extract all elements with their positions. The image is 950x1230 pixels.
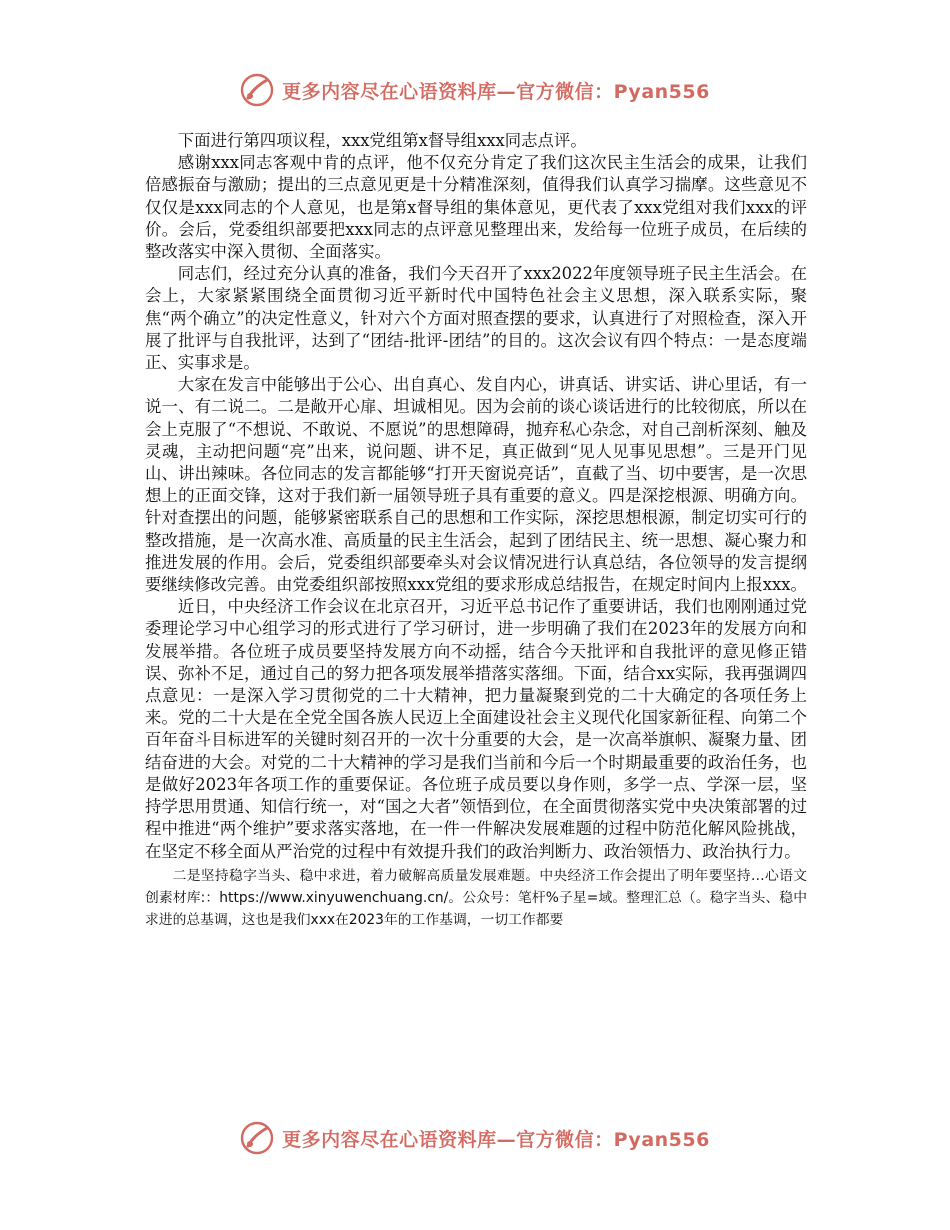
paragraph-5: 近日，中央经济工作会议在北京召开，习近平总书记作了重要讲话，我们也刚刚通过党委理论学习中心组学习的形式进行了学习研讨，进一步明确了我们在2023年的发展方向和发展举措。各位班子成员要坚持发展方向不动摇，结合今天批评和自我批评的意见修正错误、弥补不足，通过自己的努力把各项发展举措落实落细。下面，结合xx实际，我再强调四点意见：一是深入学习贯彻党的二十大精神，把力量凝聚到党的二十大确定的各项任务上来。党的二十大是在全党全国各族人民迈上全面建设社会主义现代化国家新征程、向第二个百年奋斗目标进军的关键时刻召开的一次十分重要的大会，是一次高举旗帜、凝聚力量、团结奋进的大会。对党的二十大精神的学习是我们当前和今后一个时期最重要的政治任务，也是做好2023年各项工作的重要保证。各位班子成员要以身作则，多学一点、学深一层，坚持学思用贯通、知信行统一，对“国之大者”领悟到位，在全面贯彻落实党中央决策部署的过程中推进“两个维护”要求落实落地，在一件一件解决发展难题的过程中防范化解风险挑战，在坚定不移全面从严治党的过程中有效提升我们的政治判断力、政治领悟力、政治执行力。 xyxy=(145,597,807,861)
watermark-banner-top xyxy=(0,70,950,110)
brush-logo-icon xyxy=(240,73,274,107)
paragraph-6: 二是坚持稳字当头、稳中求进，着力破解高质量发展难题。中央经济工作会提出了明年要坚持…心语文创素材库:：https://www.xinyuwenchuang.cn/。公众号：笔杆%子星=域。整理汇总（。稳字当头、稳中求进的总基调，这也是我们xxx在2023年的工作基调，一切工作都要 xyxy=(145,867,807,928)
document-body xyxy=(145,130,807,931)
watermark-text-bottom: 更多内容尽在心语资料库—官方微信：Pyan556 xyxy=(282,1128,710,1151)
paragraph-2: 感谢xxx同志客观中肯的点评，他不仅充分肯定了我们这次民主生活会的成果，让我们倍感振奋与激励；提出的三点意见更是十分精准深刻，值得我们认真学习揣摩。这些意见不仅仅是xxx同志的个人意见，也是第x督导组的集体意见，更代表了xxx党组对我们xxx的评价。会后，党委组织部要把xxx同志的点评意见整理出来，发给每一位班子成员，在后续的整改落实中深入贯彻、全面落实。 xyxy=(145,153,807,262)
paragraph-3: 同志们，经过充分认真的准备，我们今天召开了xxx2022年度领导班子民主生活会。在会上，大家紧紧围绕全面贯彻习近平新时代中国特色社会主义思想，深入联系实际，聚焦“两个确立”的决定性意义，针对六个方面对照查摆的要求，认真进行了对照检查，深入开展了批评与自我批评，达到了“团结-批评-团结”的目的。这次会议有四个特点：一是态度端正、实事求是。 xyxy=(145,264,807,373)
watermark-banner-bottom xyxy=(0,1118,950,1158)
paragraph-1: 下面进行第四项议程，xxx党组第x督导组xxx同志点评。 xyxy=(177,131,587,150)
watermark-text-top: 更多内容尽在心语资料库—官方微信：Pyan556 xyxy=(282,80,710,103)
paragraph-4: 大家在发言中能够出于公心、出自真心、发自内心，讲真话、讲实话、讲心里话，有一说一、有二说二。二是敞开心扉、坦诚相见。因为会前的谈心谈话进行的比较彻底，所以在会上克服了“不想说、不敢说、不愿说”的思想障碍，抛弃私心杂念，对自己剖析深刻、触及灵魂，主动把问题“亮”出来，说问题、讲不足，真正做到“见人见事见思想”。三是开门见山、讲出辣味。各位同志的发言都能够“打开天窗说亮话”，直截了当、切中要害，是一次思想上的正面交锋，这对于我们新一届领导班子具有重要的意义。四是深挖根源、明确方向。针对查摆出的问题，能够紧密联系自己的思想和工作实际，深挖思想根源，制定切实可行的整改措施，是一次高水准、高质量的民主生活会，起到了团结民主、统一思想、凝心聚力和推进发展的作用。会后，党委组织部要牵头对会议情况进行认真总结，各位领导的发言提纲要继续修改完善。由党委组织部按照xxx党组的要求形成总结报告，在规定时间内上报xxx。 xyxy=(145,375,807,595)
brush-logo-icon xyxy=(240,1121,274,1155)
